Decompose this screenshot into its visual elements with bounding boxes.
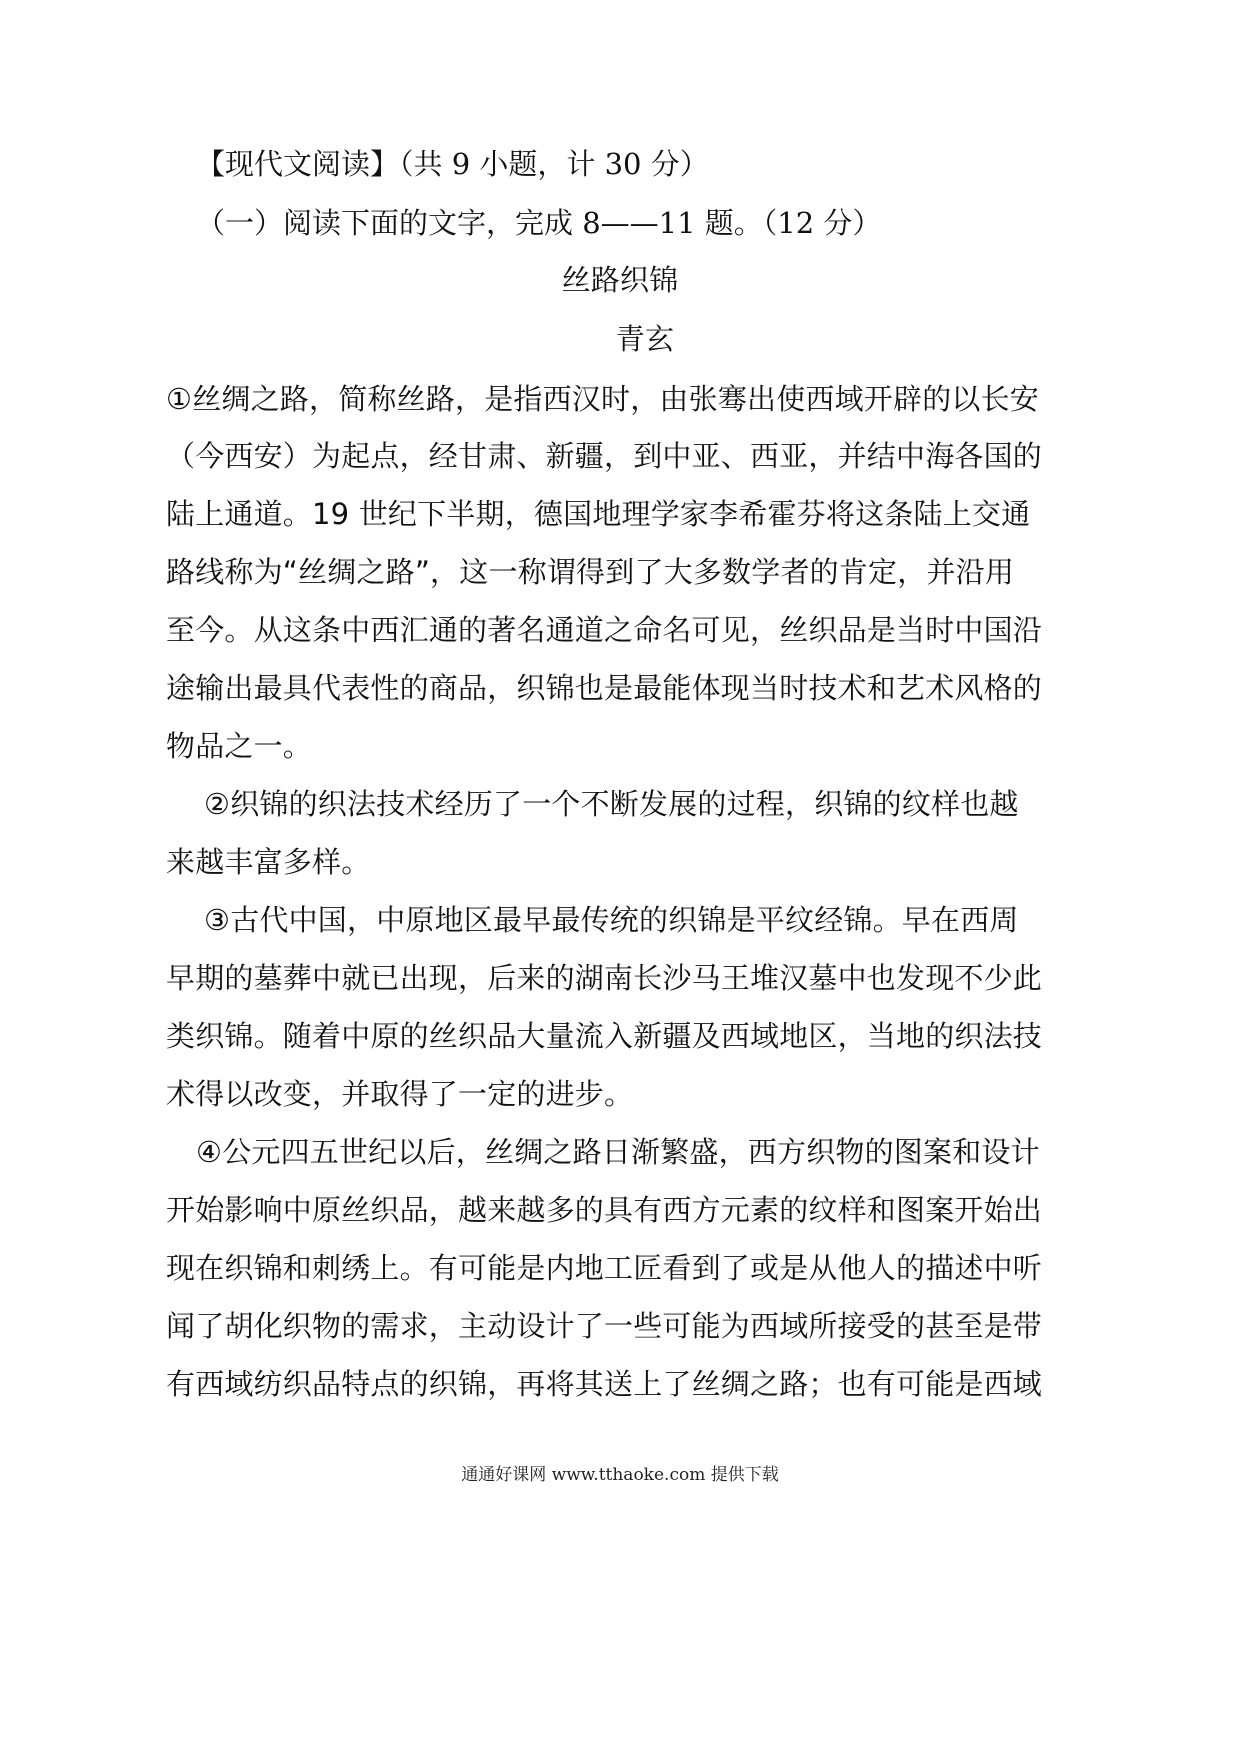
section-heading: 【现代文阅读】（共 9 小题，计 30 分）	[196, 147, 709, 181]
paragraph-3-line-4: 术得以改变，并取得了一定的进步。	[166, 1077, 634, 1111]
paragraph-1-line-3: 陆上通道。19 世纪下半期，德国地理学家李希霍芬将这条陆上交通	[166, 497, 1031, 531]
paragraph-1-line-2: （今西安）为起点，经甘肃、新疆，到中亚、西亚，并结中海各国的	[166, 439, 1043, 473]
question-instruction: （一）阅读下面的文字，完成 8——11 题。（12 分）	[196, 206, 882, 240]
paragraph-4-line-2: 开始影响中原丝织品，越来越多的具有西方元素的纹样和图案开始出	[166, 1193, 1043, 1227]
paragraph-4-line-4: 闻了胡化织物的需求，主动设计了一些可能为西域所接受的甚至是带	[166, 1309, 1043, 1343]
paragraph-1-line-7: 物品之一。	[166, 729, 313, 763]
paragraph-3-line-2: 早期的墓葬中就已出现，后来的湖南长沙马王堆汉墓中也发现不少此	[166, 961, 1043, 995]
article-author: 青玄	[615, 322, 675, 356]
paragraph-4-line-5: 有西域纺织品特点的织锦，再将其送上了丝绸之路；也有可能是西域	[166, 1367, 1043, 1401]
paragraph-1-line-4: 路线称为“丝绸之路”，这一称谓得到了大多数学者的肯定，并沿用	[166, 555, 1015, 589]
paragraph-1-line-6: 途输出最具代表性的商品，织锦也是最能体现当时技术和艺术风格的	[166, 671, 1043, 705]
paragraph-1-line-1: ①丝绸之路，简称丝路，是指西汉时，由张骞出使西域开辟的以长安	[166, 382, 1039, 416]
paragraph-3-line-1: ③古代中国，中原地区最早最传统的织锦是平纹经锦。早在西周	[204, 903, 1019, 937]
paragraph-1-line-5: 至今。从这条中西汇通的著名通道之命名可见，丝织品是当时中国沿	[166, 613, 1043, 647]
footer-source: 通通好课网 www.tthaoke.com 提供下载	[461, 1465, 779, 1485]
paragraph-4-line-1: ④公元四五世纪以后，丝绸之路日渐繁盛，西方织物的图案和设计	[196, 1135, 1040, 1169]
paragraph-2-line-2: 来越丰富多样。	[166, 845, 371, 879]
paragraph-3-line-3: 类织锦。随着中原的丝织品大量流入新疆及西域地区，当地的织法技	[166, 1019, 1043, 1053]
paragraph-4-line-3: 现在织锦和刺绣上。有可能是内地工匠看到了或是从他人的描述中听	[166, 1251, 1043, 1285]
paragraph-2-line-1: ②织锦的织法技术经历了一个不断发展的过程，织锦的纹样也越	[204, 787, 1019, 821]
article-title: 丝路织锦	[561, 263, 679, 297]
